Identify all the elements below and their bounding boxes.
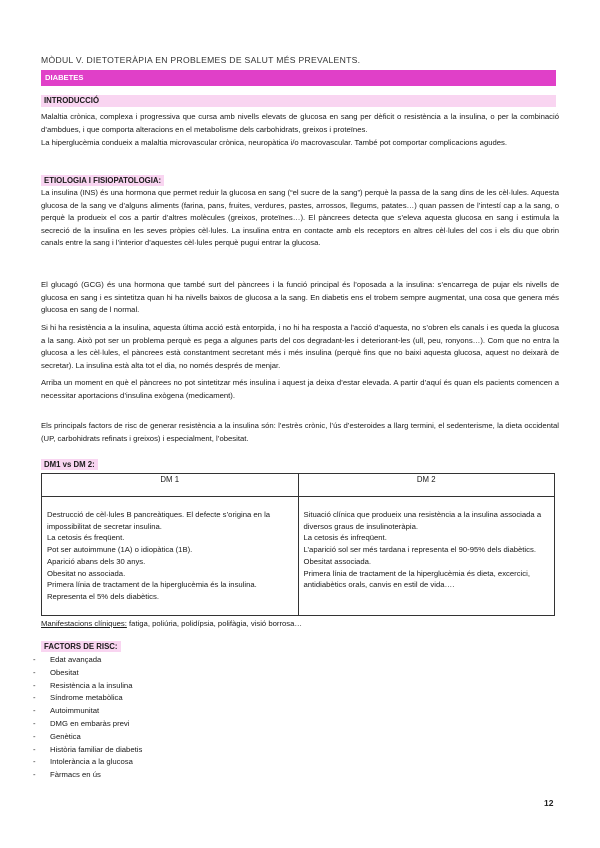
bullet: - — [33, 667, 36, 677]
clinical-text: fatiga, poliúria, polidípsia, polifàgia, visió borrosa… — [129, 619, 303, 628]
dm2-line: L’aparició sol ser més tardana i representa el 90-95% dels diabètics. — [303, 545, 536, 555]
dm-comparison-table — [41, 473, 555, 616]
dm2-line: Obesitat associada. — [303, 556, 372, 566]
module-title: MÒDUL V. DIETOTERÀPIA EN PROBLEMES DE SALUT MÉS PREVALENTS. — [41, 55, 361, 65]
list-item: - Edat avançada — [33, 654, 142, 667]
etiology-paragraph-5: Els principals factors de risc de generar resistència a la insulina són: l’estrès crònic, l’ús d’esteroides a llarg termini, el sedenterisme, la dieta occidental (UP, carbohidrats refinats i greixos) i especialment, l’obesitat. — [41, 421, 559, 443]
bullet: - — [33, 655, 36, 664]
clinical-label: Manifestacions clíniques: — [41, 619, 127, 628]
bullet: - — [33, 718, 36, 728]
bullet: - — [33, 680, 36, 690]
list-item: - Fàrmacs en ús — [33, 769, 142, 782]
dm2-line: Situació clínica que produeix una resistència a la insulina associada a diversos graus de insulinoteràpia. — [303, 510, 542, 531]
dm1-line: La cetosis és freqüent. — [47, 533, 125, 543]
list-item: - Síndrome metabòlica — [33, 692, 142, 705]
dm1-line: Destrucció de cèl·lules B pancreàtiques. El defecte s’origina en la impossibilitat de secretar insulina. — [47, 510, 271, 531]
intro-paragraph-2: La hiperglucèmia condueix a malaltia microvascular crònica, neuropàtica i/o macrovascular. També pot comportar complicacions agudes. — [41, 138, 508, 147]
list-item: - Autoimmunitat — [33, 705, 142, 718]
dm1-column-header: DM 1 — [42, 474, 299, 497]
bullet: - — [33, 757, 36, 767]
etiology-paragraph-1: La insulina (INS) és una hormona que permet reduir la glucosa en sang (“el sucre de la sang”) perquè la passa de la sang dins de les cèl·lules. Aquesta glucosa de la sang ve d’alguns aliments (farina, pans, fruites, verdures, pastes, arrossos, llegums, patates…) quan passen de l’intestí cap a la sang, o perquè la produeix el cos a partir d’altres molècules (greixos, proteïnes…). El pàncrees detecta que s’eleva aquesta glucosa en sang i estimula la secreció de la insulina en les seves pròpies cèl·lules. La insulina entra en contacte amb els receptors en altres cèl·lules del cos i els diu que obrin canals entre la sang i l’interior d’aquestes cèl·lules perquè pugui entrar la glucosa. — [41, 188, 559, 247]
dm1-line: Representa el 5% dels diabètics. — [47, 591, 159, 601]
risk-factor-list — [33, 654, 142, 782]
section-banner: DIABETES — [41, 70, 556, 86]
risk-heading: FACTORS DE RISC: — [41, 641, 121, 652]
dm1-line: Pot ser autoimmune (1A) o idiopàtica (1B). — [47, 545, 193, 555]
dm2-line: La cetosis és infreqüent. — [303, 533, 387, 543]
dm1-cell — [42, 497, 299, 616]
list-item: - Història familiar de diabetis — [33, 744, 142, 757]
list-item: - Resistència a la insulina — [33, 680, 142, 693]
list-item: - Genètica — [33, 731, 142, 744]
dm1-line: Primera línia de tractament de la hiperglucèmia és la insulina. — [47, 580, 257, 590]
dm2-column-header: DM 2 — [298, 474, 555, 497]
etiology-paragraph-3: Si hi ha resistència a la insulina, aquesta última acció està entorpida, i no hi ha resposta a l’acció d’aquesta, no s’obren els canals i es queda la glucosa a la sang. Això pot ser un problema perquè es pega a algunes parts del cos degradant-les i deteriorant-les (ull, peu, ronyons…). Com que no entra la glucosa a les cèl·lules, el pàncrees està constantment secretant més i més insulina (perquè fins que no baixi aquesta glucosa, aquest no deixarà de secretar). La insulina està alta tot el dia, no només després de menjar. — [41, 323, 559, 370]
list-item: - DMG en embaràs previ — [33, 718, 142, 731]
clinical-manifestations — [41, 619, 302, 628]
dm1-line: Aparició abans dels 30 anys. — [47, 556, 146, 566]
intro-heading: INTRODUCCIÓ — [41, 95, 556, 107]
dm1-line: Obesitat no associada. — [47, 568, 126, 578]
page-number: 12 — [544, 798, 554, 808]
bullet: - — [33, 731, 36, 741]
comparison-heading: DM1 vs DM 2: — [41, 459, 98, 470]
etiology-paragraph-2: El glucagó (GCG) és una hormona que també surt del pàncrees i la funció principal és l’oposada a la insulina: s’encarrega de pujar els nivells de glucosa en sang i es sintetitza quan hi ha nivells baixos de glucosa a la sang. En diabetis ens el trobem sempre augmentat, una cosa que genera més glucosa en sang de l normal. — [41, 280, 559, 314]
dm2-line: Primera línia de tractament de la hiperglucèmia és dieta, excercici, antidiabètics orals, canvis en estil de vida…. — [303, 568, 530, 590]
bullet: - — [33, 744, 36, 754]
dm2-cell — [298, 497, 555, 616]
list-item: - Intolerància a la glucosa — [33, 756, 142, 769]
etiology-heading: ETIOLOGIA I FISIOPATOLOGIA: — [41, 175, 164, 186]
list-item: - Obesitat — [33, 667, 142, 680]
intro-paragraph-1: Malaltia crònica, complexa i progressiva que cursa amb nivells elevats de glucosa en sang per dèficit o resistència a la insulina, o per la combinació d’ambdues, i que comporta alteracions en el metabolisme dels carbohidrats, greixos i proteïnes. — [41, 112, 559, 134]
bullet: - — [33, 693, 36, 703]
etiology-paragraph-4: Arriba un moment en què el pàncrees no pot sintetitzar més insulina i aquest ja deixa d’estar elevada. A partir d’aquí és quan els pacients comencen a necessitar aportacions d’insulina exògena (medicament). — [41, 378, 559, 400]
bullet: - — [33, 706, 36, 716]
bullet: - — [33, 770, 36, 780]
